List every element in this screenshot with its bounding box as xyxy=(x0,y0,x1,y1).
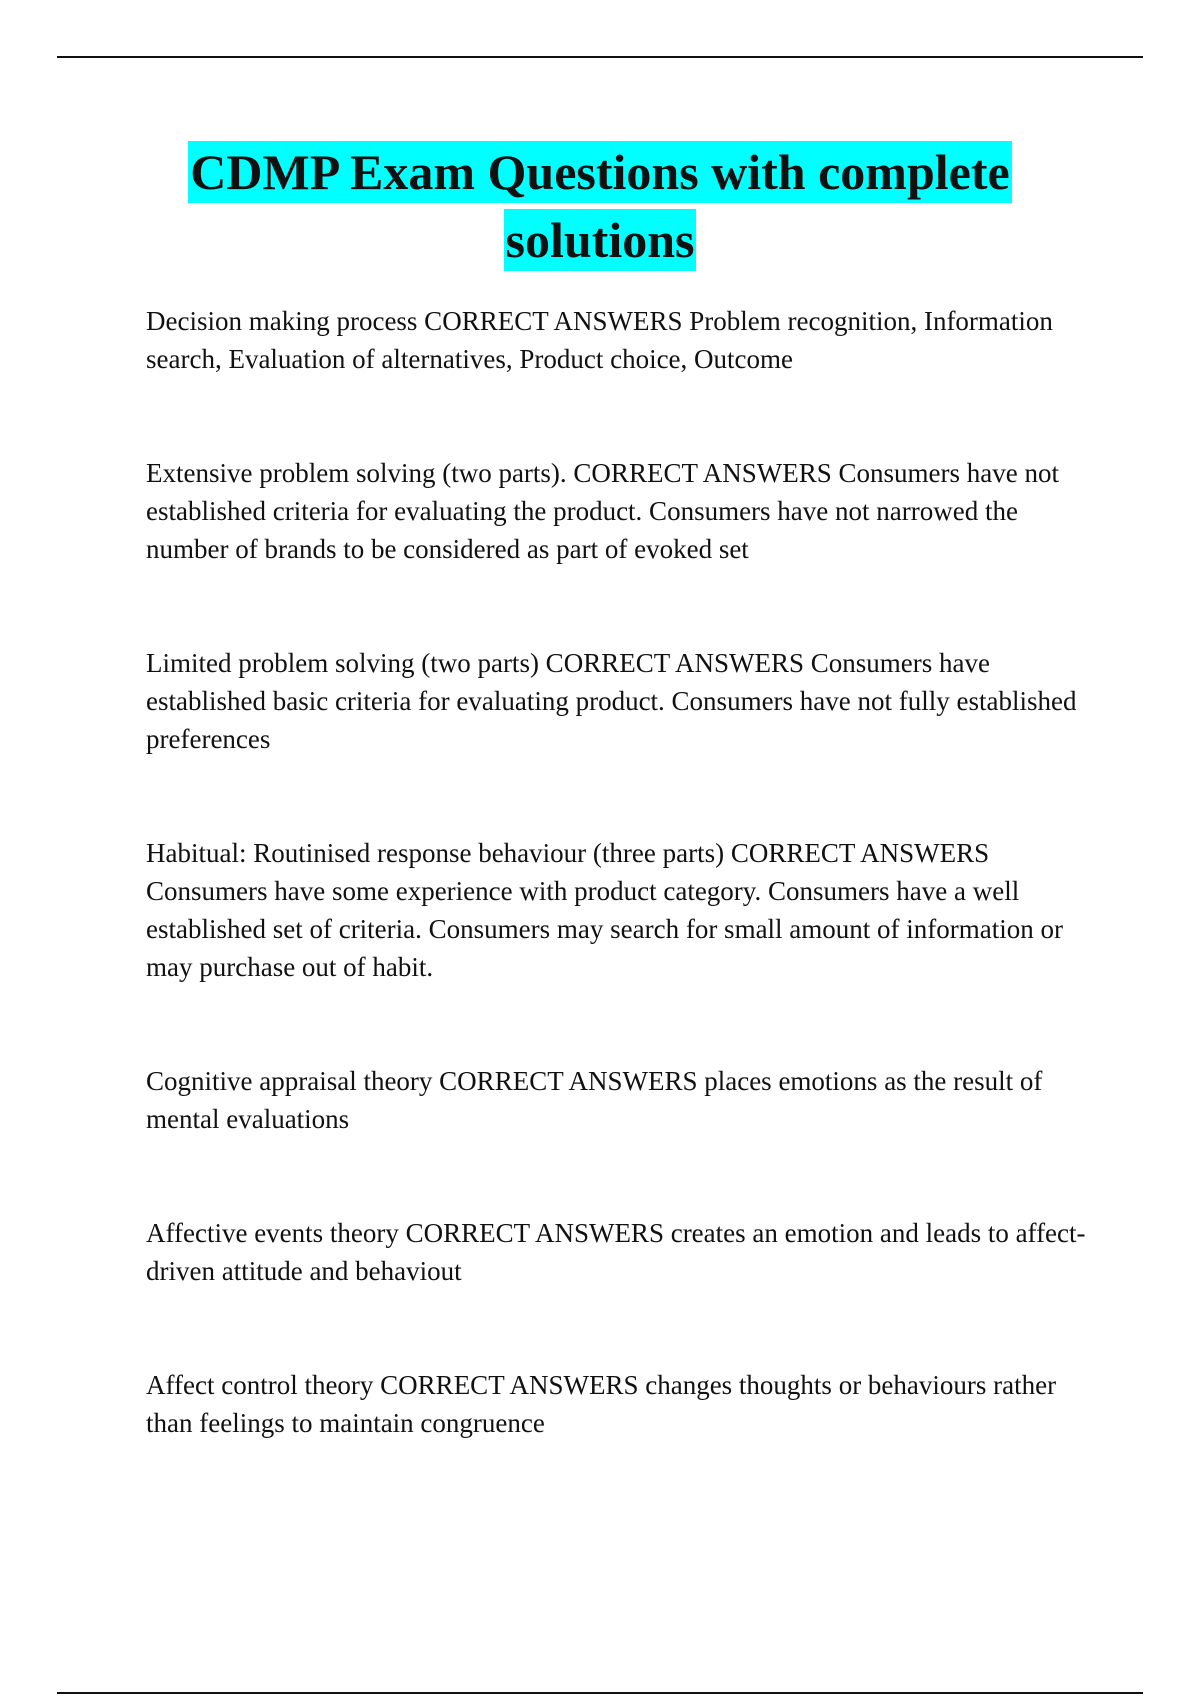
title-line-2: solutions xyxy=(504,209,697,271)
document-title xyxy=(0,141,1200,277)
qa-entry: Decision making process CORRECT ANSWERS Problem recognition, Information search, Evaluation of alternatives, Product choice, Outcome xyxy=(146,306,1053,374)
qa-entry: Extensive problem solving (two parts). CORRECT ANSWERS Consumers have not established criteria for evaluating the product. Consumers have not narrowed the number of brands to be considered as part of evoked set xyxy=(146,458,1059,564)
qa-list xyxy=(146,302,1101,1518)
qa-entry: Cognitive appraisal theory CORRECT ANSWERS places emotions as the result of mental evaluations xyxy=(146,1066,1043,1134)
qa-entry: Habitual: Routinised response behaviour (three parts) CORRECT ANSWERS Consumers have some experience with product category. Consumers have a well established set of criteria. Consumers may search for small amount of information or may purchase out of habit. xyxy=(146,838,1063,982)
qa-entry: Affect control theory CORRECT ANSWERS changes thoughts or behaviours rather than feelings to maintain congruence xyxy=(146,1370,1057,1438)
qa-entry: Limited problem solving (two parts) CORRECT ANSWERS Consumers have established basic criteria for evaluating product. Consumers have not fully established preferences xyxy=(146,648,1077,754)
title-line-1: CDMP Exam Questions with complete xyxy=(188,141,1011,203)
header-rule xyxy=(57,56,1143,58)
qa-entry: Affective events theory CORRECT ANSWERS creates an emotion and leads to affect-driven attitude and behaviout xyxy=(146,1218,1086,1286)
footer-rule xyxy=(57,1692,1143,1694)
